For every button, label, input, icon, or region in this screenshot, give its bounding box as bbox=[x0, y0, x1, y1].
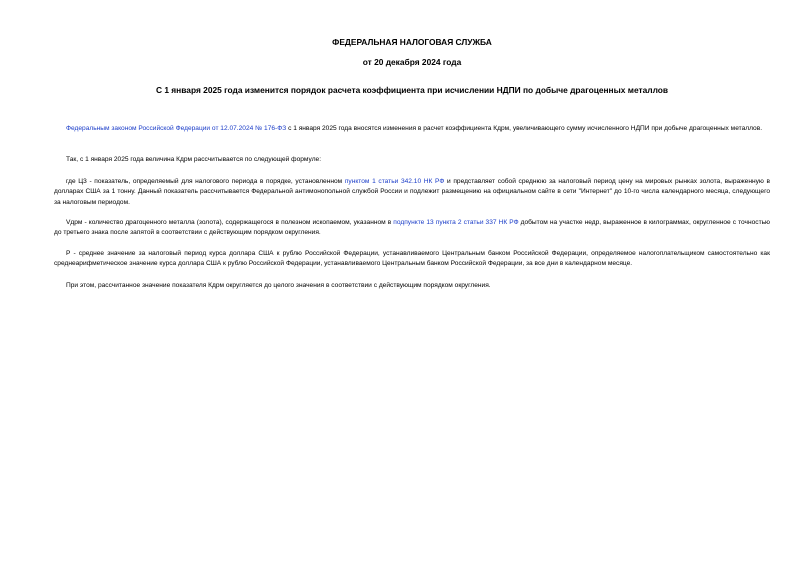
federal-law-link[interactable]: Федеральным законом Российской Федерации от 12.07.2024 № 176-ФЗ bbox=[66, 125, 287, 132]
paragraph-gold-price bbox=[54, 177, 770, 208]
organization-name: ФЕДЕРАЛЬНАЯ НАЛОГОВАЯ СЛУЖБА bbox=[332, 37, 492, 47]
paragraph-metal-quantity-text-start: Vдрм - количество драгоценного металла (золота), содержащегося в полезном ископаемом, указанном в bbox=[66, 219, 394, 226]
paragraph-metal-quantity-text-end: добытом на участке недр, выраженное в килограммах, округленное с точностью до третьего знака после запятой в соответствии с действующим порядком округления. bbox=[54, 219, 770, 237]
document-title: С 1 января 2025 года изменится порядок расчета коэффициента при исчислении НДПИ по добыче драгоценных металлов bbox=[155, 85, 669, 95]
paragraph-rounding bbox=[54, 281, 770, 291]
paragraph-exchange-rate bbox=[54, 249, 770, 270]
paragraph-law-text: с 1 января 2025 года вносятся изменения в расчет коэффициента Кдрм, увеличивающего сумму исчисленного НДПИ при добыче драгоценных металлов. bbox=[286, 125, 763, 132]
paragraph-rounding-text: При этом, рассчитанное значение показателя Кдрм округляется до целого значения в соответствии с действующим порядком округления. bbox=[66, 282, 491, 289]
document-date: от 20 декабря 2024 года bbox=[362, 57, 462, 67]
paragraph-law-reference bbox=[54, 124, 770, 134]
article-337-link[interactable]: подпункте 13 пункта 2 статьи 337 НК РФ bbox=[393, 219, 519, 226]
article-342-10-link[interactable]: пунктом 1 статьи 342.10 НК РФ bbox=[344, 178, 445, 185]
paragraph-formula-intro-text: Так, с 1 января 2025 года величина Кдрм рассчитывается по следующей формуле: bbox=[66, 156, 322, 163]
paragraph-formula-intro bbox=[54, 155, 770, 165]
paragraph-gold-price-text-start: где Ц3 - показатель, определяемый для налогового периода в порядке, установленном bbox=[66, 178, 345, 185]
paragraph-exchange-rate-text: Р - среднее значение за налоговый период курса доллара США к рублю Российской Федерации, устанавливаемого Центральным банком Российской Федерации, определяемое налогоплательщиком самостоятельно как среднеарифметическое значение курса доллара США к рублю Российской Федерации, устанавливаемого Центральным банком Российской Федерации, за все дни в календарном месяце. bbox=[54, 250, 770, 268]
paragraph-metal-quantity bbox=[54, 218, 770, 239]
paragraph-gold-price-text-end: и представляет собой среднюю за налоговый период цену на мировых рынках золота, выраженную в долларах США за 1 тонну. Данный показатель рассчитывается Федеральной антимонопольной службой России и подлежит размещению на официальном сайте в сети "Интернет" до 10-го числа календарного месяца, следующего за налоговым периодом. bbox=[54, 178, 771, 206]
